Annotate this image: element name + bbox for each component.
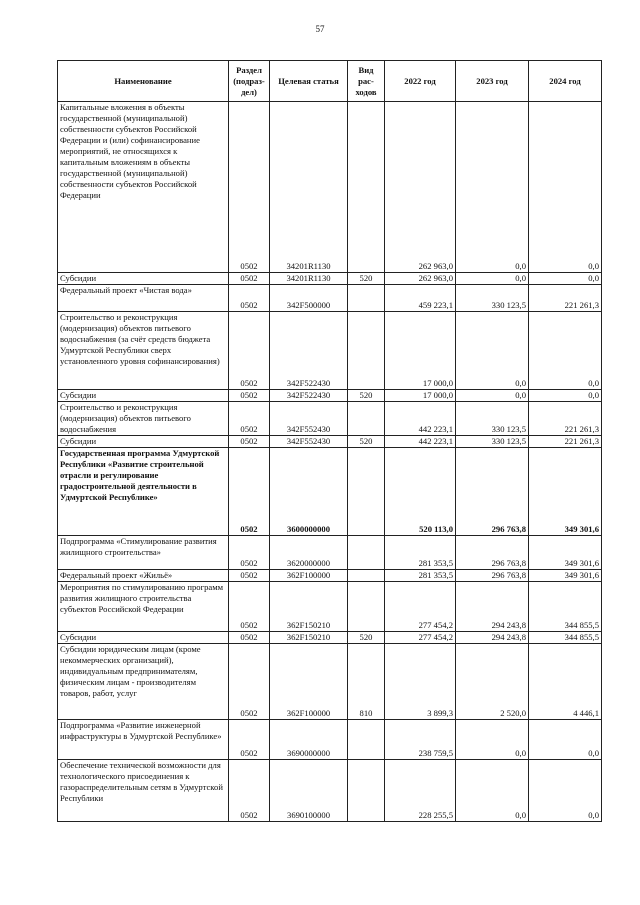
row-name: Субсидии юридическим лицам (кроме некоммерческих организаций), индивидуальным предпринимателям, физическим лицам - производителям товаров, работ, услуг [58,644,229,720]
row-kind [348,570,385,582]
row-2022: 262 963,0 [385,102,456,273]
row-2024: 349 301,6 [529,536,602,570]
row-2023: 296 763,8 [456,536,529,570]
row-kind [348,312,385,390]
row-target: 34201R1130 [270,102,348,273]
row-kind [348,760,385,822]
row-name: Федеральный проект «Чистая вода» [58,285,229,312]
row-2022: 228 255,5 [385,760,456,822]
row-name: Субсидии [58,436,229,448]
header-kind: Вид рас- ходов [348,61,385,102]
table-row [58,390,602,402]
row-target: 342F500000 [270,285,348,312]
row-2023: 296 763,8 [456,448,529,536]
row-2022: 262 963,0 [385,273,456,285]
row-target: 342F552430 [270,436,348,448]
row-2023: 294 243,8 [456,582,529,632]
row-2022: 238 759,5 [385,720,456,760]
row-2024: 0,0 [529,273,602,285]
row-section: 0502 [229,760,270,822]
row-2023: 0,0 [456,273,529,285]
row-section: 0502 [229,436,270,448]
table-row [58,644,602,720]
header-2024: 2024 год [529,61,602,102]
row-kind: 520 [348,436,385,448]
row-2023: 296 763,8 [456,570,529,582]
row-target: 342F522430 [270,390,348,402]
row-section: 0502 [229,102,270,273]
table-row [58,570,602,582]
table-row [58,632,602,644]
row-2024: 349 301,6 [529,570,602,582]
row-2022: 17 000,0 [385,390,456,402]
row-2022: 17 000,0 [385,312,456,390]
row-section: 0502 [229,570,270,582]
row-2023: 2 520,0 [456,644,529,720]
row-target: 3690100000 [270,760,348,822]
table-row [58,436,602,448]
row-2022: 520 113,0 [385,448,456,536]
row-2022: 281 353,5 [385,536,456,570]
row-2024: 344 855,5 [529,582,602,632]
row-section: 0502 [229,273,270,285]
row-kind: 810 [348,644,385,720]
header-2022: 2022 год [385,61,456,102]
row-name: Государственная программа Удмуртской Республики «Развитие строительной отрасли и регулирование градостроительной деятельности в Удмуртской Республике» [58,448,229,536]
row-2023: 294 243,8 [456,632,529,644]
table-row [58,285,602,312]
table-row [58,273,602,285]
row-2023: 0,0 [456,390,529,402]
row-2024: 221 261,3 [529,285,602,312]
row-target: 3690000000 [270,720,348,760]
row-2024: 0,0 [529,312,602,390]
row-2024: 0,0 [529,102,602,273]
row-target: 342F522430 [270,312,348,390]
row-2022: 281 353,5 [385,570,456,582]
row-name: Обеспечение технической возможности для технологического присоединения к газораспределительным сетям в Удмуртской Республики [58,760,229,822]
row-2022: 459 223,1 [385,285,456,312]
row-2023: 330 123,5 [456,436,529,448]
row-name: Федеральный проект «Жильё» [58,570,229,582]
row-target: 3620000000 [270,536,348,570]
row-2023: 0,0 [456,312,529,390]
row-kind: 520 [348,273,385,285]
row-2023: 0,0 [456,102,529,273]
row-kind [348,536,385,570]
row-section: 0502 [229,632,270,644]
row-2024: 0,0 [529,720,602,760]
row-target: 342F552430 [270,402,348,436]
table-row [58,448,602,536]
row-section: 0502 [229,285,270,312]
row-section: 0502 [229,402,270,436]
row-kind [348,582,385,632]
row-2022: 277 454,2 [385,632,456,644]
table-row [58,536,602,570]
row-2024: 4 446,1 [529,644,602,720]
row-name: Строительство и реконструкция (модернизация) объектов питьевого водоснабжения [58,402,229,436]
row-kind [348,402,385,436]
row-target: 362F150210 [270,632,348,644]
row-name: Подпрограмма «Развитие инженерной инфраструктуры в Удмуртской Республике» [58,720,229,760]
table-row [58,402,602,436]
row-2024: 0,0 [529,390,602,402]
row-2022: 277 454,2 [385,582,456,632]
row-kind: 520 [348,390,385,402]
row-name: Мероприятия по стимулированию программ развития жилищного строительства субъектов Российской Федерации [58,582,229,632]
row-kind [348,102,385,273]
header-2023: 2023 год [456,61,529,102]
row-target: 3600000000 [270,448,348,536]
row-target: 362F100000 [270,644,348,720]
row-name: Субсидии [58,273,229,285]
row-section: 0502 [229,448,270,536]
table-body [58,102,602,822]
row-kind [348,720,385,760]
header-name: Наименование [58,61,229,102]
row-target: 362F150210 [270,582,348,632]
table-row [58,720,602,760]
row-section: 0502 [229,536,270,570]
row-2024: 221 261,3 [529,436,602,448]
row-2023: 0,0 [456,720,529,760]
row-name: Капитальные вложения в объекты государственной (муниципальной) собственности субъектов Российской Федерации и (или) софинансирование мероприятий, не относящихся к капитальным вложениям в объекты государственной (муниципальной) собственности субъектов Российской Федерации [58,102,229,273]
row-kind [348,285,385,312]
row-2022: 3 899,3 [385,644,456,720]
table-row [58,102,602,273]
table-row [58,760,602,822]
row-kind: 520 [348,632,385,644]
row-section: 0502 [229,390,270,402]
row-section: 0502 [229,720,270,760]
table-row [58,582,602,632]
row-2023: 0,0 [456,760,529,822]
header-section: Раздел (подраз- дел) [229,61,270,102]
row-2022: 442 223,1 [385,402,456,436]
row-2023: 330 123,5 [456,402,529,436]
row-name: Субсидии [58,632,229,644]
row-2024: 0,0 [529,760,602,822]
row-section: 0502 [229,644,270,720]
row-section: 0502 [229,312,270,390]
header-target: Целевая статья [270,61,348,102]
row-2024: 344 855,5 [529,632,602,644]
row-section: 0502 [229,582,270,632]
page-number: 57 [315,24,325,34]
row-2023: 330 123,5 [456,285,529,312]
row-2024: 221 261,3 [529,402,602,436]
row-kind [348,448,385,536]
row-name: Строительство и реконструкция (модернизация) объектов питьевого водоснабжения (за счёт средств бюджета Удмуртской Республики сверх установленного уровня софинансирования) [58,312,229,390]
table-row [58,312,602,390]
budget-table [57,60,602,822]
row-2024: 349 301,6 [529,448,602,536]
row-name: Подпрограмма «Стимулирование развития жилищного строительства» [58,536,229,570]
row-target: 362F100000 [270,570,348,582]
row-target: 34201R1130 [270,273,348,285]
table-header-row [58,61,602,102]
row-name: Субсидии [58,390,229,402]
row-2022: 442 223,1 [385,436,456,448]
